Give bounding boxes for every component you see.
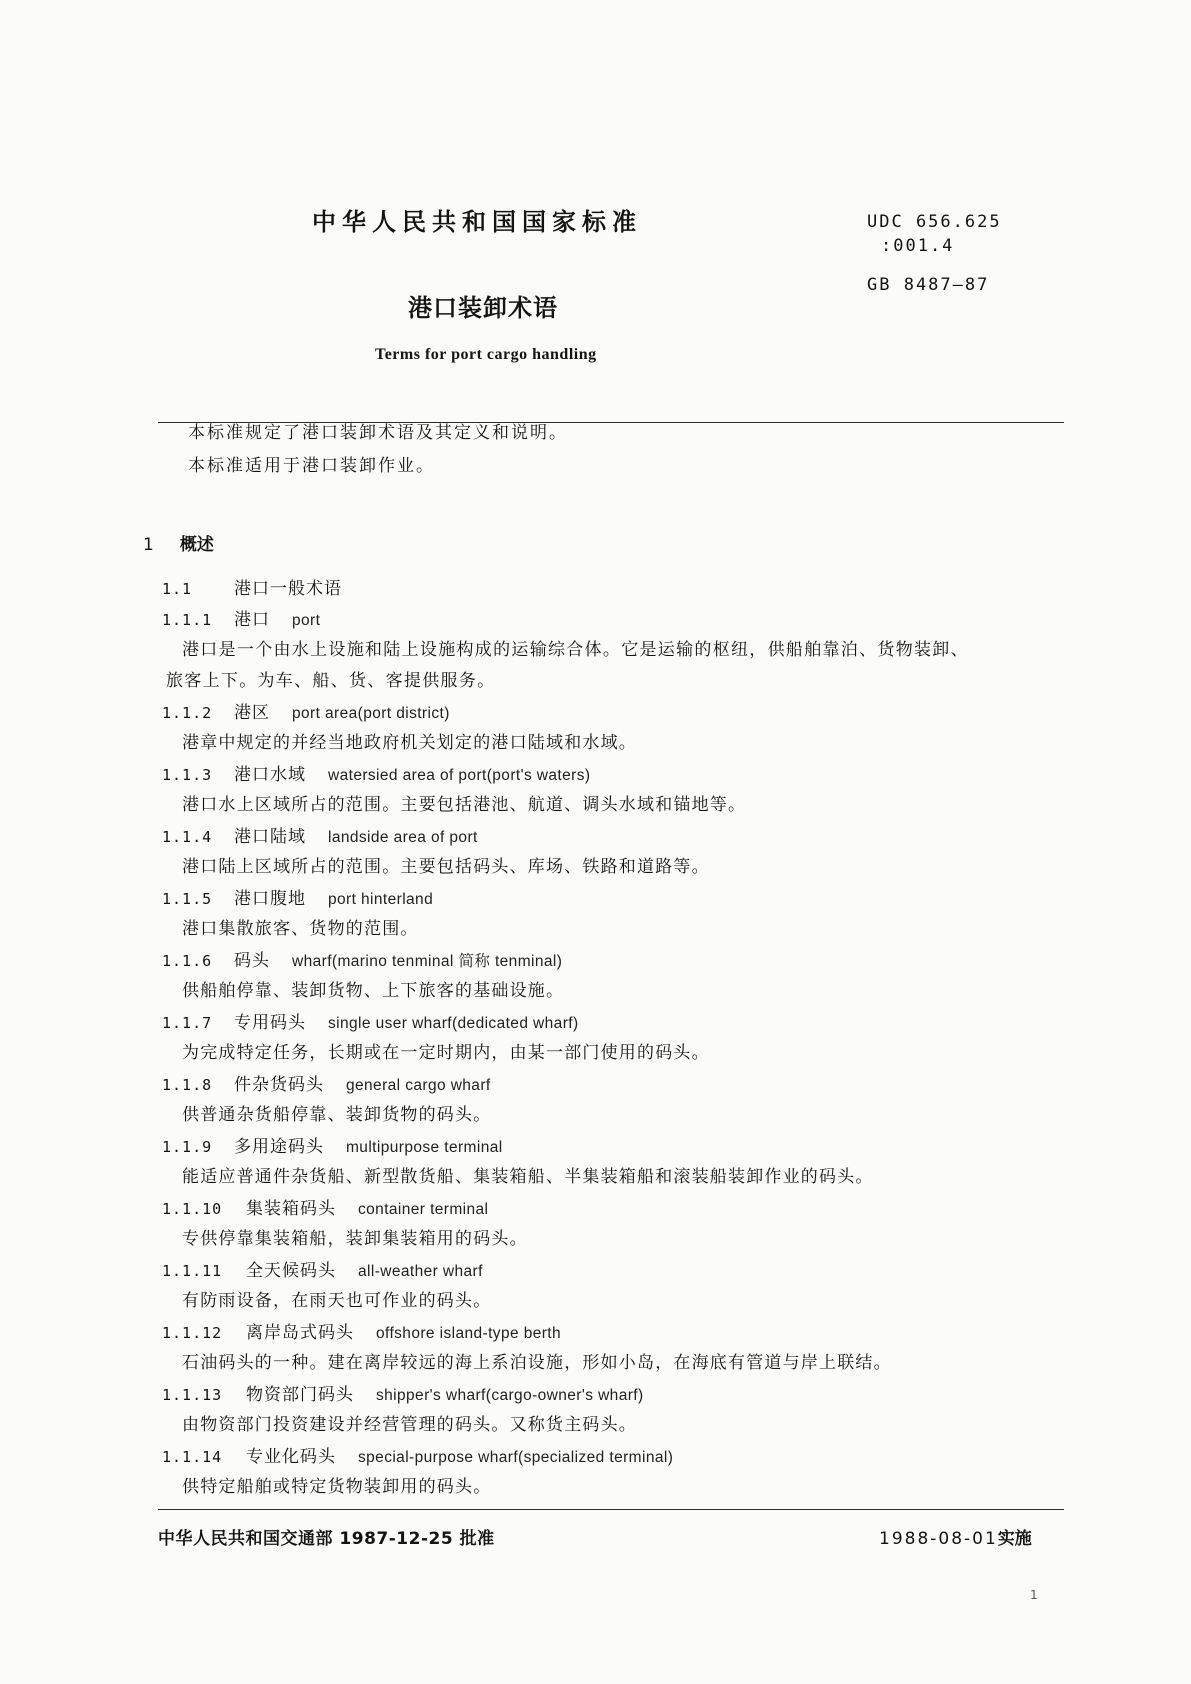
approval-line: 中华人民共和国交通部 1987-12-25 批准 — [158, 1529, 495, 1549]
section-title: 概述 — [179, 535, 214, 555]
term-en: shipper's wharf(cargo-owner's wharf) — [376, 1387, 644, 1404]
term-definition: 由物资部门投资建设并经营管理的码头。又称货主码头。 — [182, 1415, 637, 1435]
term-number: 1.1.14 — [162, 1448, 223, 1466]
term-definition: 港口集散旅客、货物的范围。 — [182, 919, 419, 939]
term-entry — [0, 945, 1191, 1007]
term-number: 1.1.3 — [162, 766, 213, 784]
terms-list — [0, 573, 1191, 1503]
term-zh: 离岸岛式码头 — [246, 1323, 354, 1343]
term-entry — [0, 604, 1191, 697]
term-number: 1.1.13 — [162, 1386, 223, 1404]
term-zh: 物资部门码头 — [246, 1385, 354, 1405]
term-entry — [0, 1193, 1191, 1255]
bottom-divider — [158, 1509, 1064, 1510]
term-en: general cargo wharf — [346, 1077, 491, 1094]
term-entry — [0, 1069, 1191, 1131]
term-number: 1.1.11 — [162, 1262, 223, 1280]
term-entry — [0, 1255, 1191, 1317]
term-zh: 件杂货码头 — [234, 1075, 324, 1095]
udc-line-2: :001.4 — [881, 236, 955, 256]
document-subtitle-en: Terms for port cargo handling — [375, 346, 597, 363]
udc-line-1: UDC 656.625 — [867, 212, 1002, 232]
term-definition: 供特定船舶或特定货物装卸用的码头。 — [182, 1477, 492, 1497]
intro-paragraph-2: 本标准适用于港口装卸作业。 — [188, 456, 435, 476]
term-en: multipurpose terminal — [346, 1139, 503, 1156]
term-en: port hinterland — [328, 891, 434, 908]
term-en: watersied area of port(port's waters) — [328, 767, 591, 784]
term-en: offshore island-type berth — [376, 1325, 562, 1342]
page-mark: 1 — [1030, 1588, 1038, 1602]
term-en: all-weather wharf — [358, 1263, 483, 1280]
term-zh: 港区 — [234, 703, 270, 723]
udc-code — [867, 210, 1002, 258]
term-number: 1.1.7 — [162, 1014, 213, 1032]
term-zh: 码头 — [234, 951, 270, 971]
term-en: wharf(marino tenminal 简称 tenminal) — [292, 953, 563, 970]
term-zh: 集装箱码头 — [246, 1199, 336, 1219]
term-entry — [0, 821, 1191, 883]
term-zh: 专用码头 — [234, 1013, 306, 1033]
effective-label: 实施 — [997, 1529, 1032, 1549]
term-entry — [0, 759, 1191, 821]
term-definition-continued: 旅客上下。为车、船、货、客提供服务。 — [166, 671, 496, 691]
subsection-number: 1.1 — [162, 580, 193, 598]
term-entry — [0, 1131, 1191, 1193]
term-definition: 供船舶停靠、装卸货物、上下旅客的基础设施。 — [182, 981, 565, 1001]
term-definition: 为完成特定任务，长期或在一定时期内，由某一部门使用的码头。 — [182, 1043, 710, 1063]
document-title: 港口装卸术语 — [408, 294, 558, 322]
term-entry — [0, 1317, 1191, 1379]
term-zh: 全天候码头 — [246, 1261, 336, 1281]
section-heading — [143, 530, 214, 555]
effective-date: 1988-08-01 — [879, 1529, 998, 1549]
term-entry — [0, 1007, 1191, 1069]
subsection-title: 港口一般术语 — [234, 579, 342, 599]
term-entry — [0, 1379, 1191, 1441]
term-definition: 港口陆上区域所占的范围。主要包括码头、库场、铁路和道路等。 — [182, 857, 710, 877]
term-number: 1.1.5 — [162, 890, 213, 908]
term-zh: 港口水域 — [234, 765, 306, 785]
term-definition: 港章中规定的并经当地政府机关划定的港口陆域和水域。 — [182, 733, 637, 753]
term-entry — [0, 697, 1191, 759]
term-number: 1.1.10 — [162, 1200, 223, 1218]
term-definition: 专供停靠集装箱船，装卸集装箱用的码头。 — [182, 1229, 528, 1249]
term-en: port area(port district) — [292, 705, 450, 722]
term-definition: 港口水上区域所占的范围。主要包括港池、航道、调头水域和锚地等。 — [182, 795, 747, 815]
term-en: container terminal — [358, 1201, 489, 1218]
term-en: port — [292, 612, 321, 629]
term-number: 1.1.1 — [162, 611, 213, 629]
term-number: 1.1.6 — [162, 952, 213, 970]
term-number: 1.1.9 — [162, 1138, 213, 1156]
gb-code: GB 8487—87 — [867, 275, 990, 295]
term-zh: 港口腹地 — [234, 889, 306, 909]
term-zh: 港口陆域 — [234, 827, 306, 847]
term-en: single user wharf(dedicated wharf) — [328, 1015, 579, 1032]
term-definition: 石油码头的一种。建在离岸较远的海上系泊设施，形如小岛，在海底有管道与岸上联结。 — [182, 1353, 892, 1373]
term-zh: 多用途码头 — [234, 1137, 324, 1157]
term-definition: 港口是一个由水上设施和陆上设施构成的运输综合体。它是运输的枢纽，供船舶靠泊、货物装卸、 — [182, 640, 969, 660]
term-number: 1.1.12 — [162, 1324, 223, 1342]
term-definition: 有防雨设备，在雨天也可作业的码头。 — [182, 1291, 492, 1311]
term-entry — [0, 883, 1191, 945]
subsection-heading — [0, 573, 1191, 604]
national-standard-heading: 中华人民共和国国家标准 — [312, 208, 642, 236]
term-number: 1.1.2 — [162, 704, 213, 722]
effective-date-line — [879, 1524, 1032, 1549]
term-definition: 能适应普通件杂货船、新型散货船、集装箱船、半集装箱船和滚装船装卸作业的码头。 — [182, 1167, 874, 1187]
term-en: special-purpose wharf(specialized terminal) — [358, 1449, 674, 1466]
term-zh: 专业化码头 — [246, 1447, 336, 1467]
section-number: 1 — [143, 535, 154, 555]
term-entry — [0, 1441, 1191, 1503]
term-zh: 港口 — [234, 610, 270, 630]
term-definition: 供普通杂货船停靠、装卸货物的码头。 — [182, 1105, 492, 1125]
term-number: 1.1.4 — [162, 828, 213, 846]
term-en: landside area of port — [328, 829, 478, 846]
term-number: 1.1.8 — [162, 1076, 213, 1094]
intro-paragraph-1: 本标准规定了港口装卸术语及其定义和说明。 — [188, 423, 568, 443]
